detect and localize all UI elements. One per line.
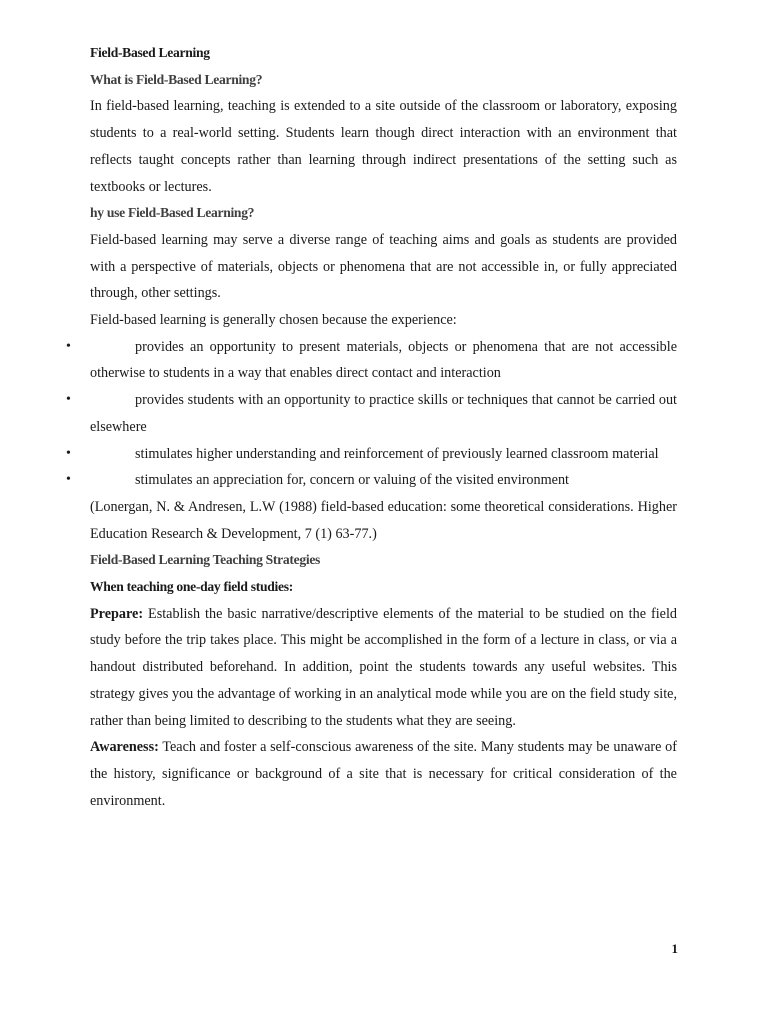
list-item-text: provides an opportunity to present materials, objects or phenomena that are not accessible otherwise to students in a way that enables direct contact and interaction	[90, 338, 677, 382]
subheading-one-day: When teaching one-day field studies:	[90, 579, 293, 595]
list-item	[66, 441, 677, 468]
section-heading-strategies: Field-Based Learning Teaching Strategies	[90, 552, 321, 568]
bullet-icon: •	[66, 338, 71, 354]
section-heading-why-use: hy use Field-Based Learning?	[90, 205, 255, 221]
citation: (Lonergan, N. & Andresen, L.W (1988) field-based education: some theoretical considerations. Higher Education Research & Development, 7 (1) 63-77.)	[90, 498, 677, 542]
paragraph-why-use: Field-based learning may serve a diverse range of teaching aims and goals as students are provided with a perspective of materials, objects or phenomena that are not accessible in, or fully appreciated through, other settings.	[90, 231, 677, 302]
paragraph-chosen-because: Field-based learning is generally chosen because the experience:	[90, 312, 457, 329]
document-body	[66, 40, 677, 814]
list-item	[66, 334, 677, 387]
prepare-text: Establish the basic narrative/descriptive elements of the material to be studied on the field study before the trip takes place. This might be accomplished in the form of a lecture in class, or via a handout distributed beforehand. In addition, point the students towards any useful websites. This strategy gives you the advantage of working in an analytical mode while you are on the field study site, rather than being limited to describing to the students what they are seeing.	[90, 605, 677, 729]
document-title: Field-Based Learning	[90, 45, 210, 60]
list-item-text: stimulates an appreciation for, concern or valuing of the visited environment	[135, 472, 569, 489]
list-item	[66, 387, 677, 440]
awareness-text: Teach and foster a self-conscious awareness of the site. Many students may be unaware of the history, significance or background of a site that is necessary for critical consideration of the environment.	[90, 739, 677, 809]
list-item-text: provides students with an opportunity to practice skills or techniques that cannot be carried out elsewhere	[90, 392, 677, 435]
list-item	[66, 467, 677, 494]
bullet-icon: •	[66, 392, 71, 408]
list-item-text: stimulates higher understanding and reinforcement of previously learned classroom material	[135, 445, 659, 462]
paragraph-definition: In field-based learning, teaching is extended to a site outside of the classroom or laboratory, exposing students to a real-world setting. Students learn though direct interaction with an environment that reflects taught concepts rather than learning through indirect presentations of the setting such as textbooks or lectures.	[90, 98, 677, 195]
benefits-list	[66, 334, 677, 494]
paragraph-prepare	[90, 601, 677, 735]
paragraph-awareness	[90, 734, 677, 814]
page-number: 1	[671, 941, 678, 956]
awareness-label: Awareness:	[90, 739, 159, 756]
prepare-label: Prepare:	[90, 605, 144, 622]
section-heading-what-is: What is Field-Based Learning?	[90, 71, 263, 87]
bullet-icon: •	[66, 472, 71, 488]
bullet-icon: •	[66, 445, 71, 461]
